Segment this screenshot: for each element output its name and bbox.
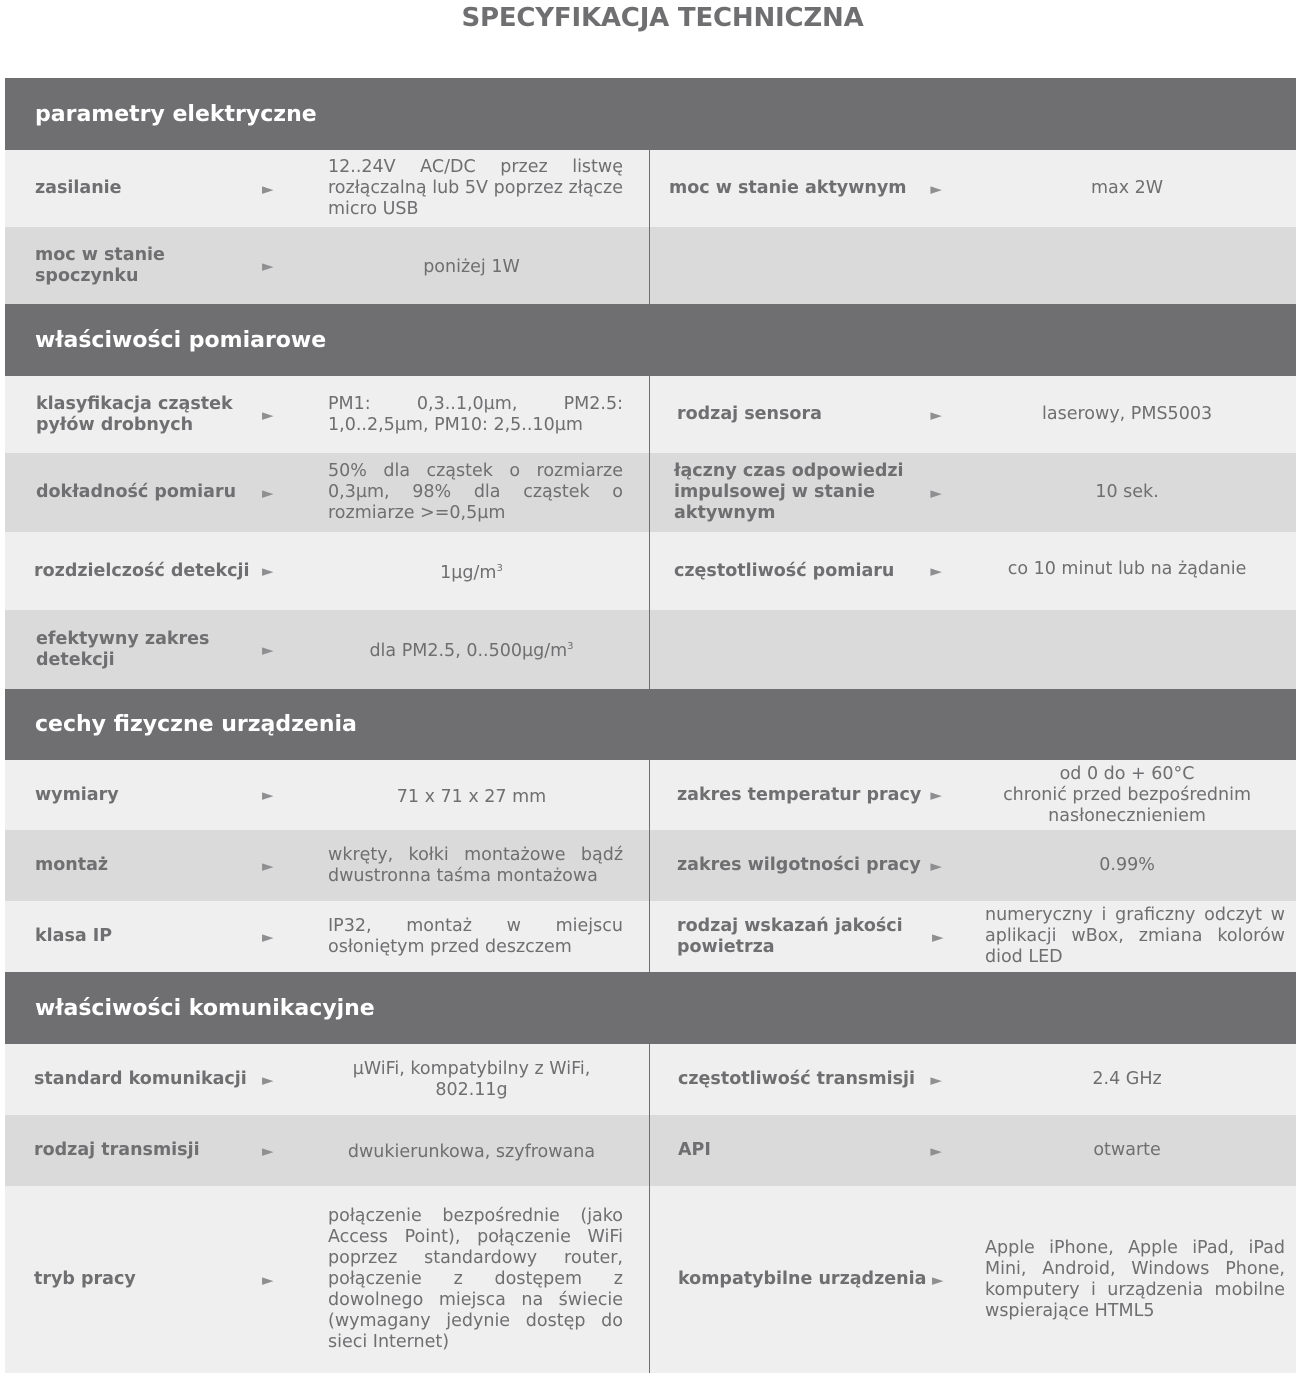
table-row xyxy=(5,1186,1296,1373)
table-row xyxy=(5,453,1296,532)
spec-label-classification: klasyfikacja cząstek pyłów drobnych xyxy=(36,393,233,435)
resolution-sup: 3 xyxy=(496,562,503,574)
spec-label-standard: standard komunikacji xyxy=(34,1069,247,1089)
spec-table xyxy=(5,78,1296,1373)
spec-value-dimensions: 71 x 71 x 27 mm xyxy=(396,786,547,807)
table-row xyxy=(5,150,1296,227)
section-header-communication: właściwości komunikacyjne xyxy=(5,972,1296,1044)
spec-value-supply: 12..24V AC/DC przez listwę rozłączalną lub 5V poprzez złącze micro USB xyxy=(328,157,623,219)
spec-label-range: efektywny zakres detekcji xyxy=(36,628,210,670)
arrow-icon: ► xyxy=(262,1141,274,1160)
range-text: dla PM2.5, 0..500µg/m xyxy=(369,641,568,661)
table-row xyxy=(5,532,1296,610)
spec-label-supply: zasilanie xyxy=(35,178,122,198)
spec-label-active-power: moc w stanie aktywnym xyxy=(669,178,907,198)
resolution-text: 1µg/m xyxy=(440,562,497,583)
spec-value-active-power: max 2W xyxy=(1090,178,1164,198)
spec-label-temperature: zakres temperatur pracy xyxy=(677,784,922,805)
spec-label-mounting: montaż xyxy=(35,855,109,875)
spec-label-standby-power: moc w stanie spoczynku xyxy=(35,244,165,286)
temp-line: chronić przed bezpośrednim xyxy=(1003,784,1252,805)
arrow-icon: ► xyxy=(930,786,942,804)
arrow-icon: ► xyxy=(262,856,274,875)
arrow-icon: ► xyxy=(930,1141,942,1160)
arrow-icon: ► xyxy=(932,1270,944,1289)
spec-value-classification: PM1: 0,3..1,0µm, PM2.5: 1,0..2,5µm, PM10: 2,5..10µm xyxy=(328,393,623,435)
spec-label-dimensions: wymiary xyxy=(35,784,119,805)
spec-label-humidity: zakres wilgotności pracy xyxy=(677,855,921,875)
spec-label-frequency: częstotliwość pomiaru xyxy=(674,560,895,581)
table-row xyxy=(5,1115,1296,1186)
spec-value-humidity: 0.99% xyxy=(1099,855,1155,875)
section-header-measurement: właściwości pomiarowe xyxy=(5,304,1296,376)
table-row xyxy=(5,610,1296,689)
spec-value-sensor: laserowy, PMS5003 xyxy=(1042,404,1213,424)
page-title: SPECYFIKACJA TECHNICZNA xyxy=(461,3,864,33)
spec-value-tx-type: dwukierunkowa, szyfrowana xyxy=(347,1142,596,1162)
spec-value-response: 10 sek. xyxy=(1095,482,1159,502)
temp-line: nasłonecznieniem xyxy=(1048,805,1206,826)
arrow-icon: ► xyxy=(930,856,942,875)
spec-value-range xyxy=(325,637,625,662)
spec-value-standby-power: poniżej 1W xyxy=(423,257,520,277)
arrow-icon: ► xyxy=(262,405,274,424)
spec-value-mounting: wkręty, kołki montażowe bądź dwustronna taśma montażowa xyxy=(328,844,623,886)
arrow-icon: ► xyxy=(930,405,942,424)
range-sup: 3 xyxy=(567,641,574,653)
arrow-icon: ► xyxy=(932,927,944,946)
arrow-icon: ► xyxy=(930,483,942,502)
spec-value-frequency: co 10 minut lub na żądanie xyxy=(1007,558,1247,579)
spec-value-resolution xyxy=(325,559,625,584)
spec-label-ip: klasa IP xyxy=(35,926,113,946)
spec-label-mode: tryb pracy xyxy=(34,1269,136,1289)
table-row xyxy=(5,1044,1296,1115)
spec-label-api: API xyxy=(678,1140,711,1160)
spec-value-mode: połączenie bezpośrednie (jako Access Point), połączenie WiFi poprzez standardowy router, połączenie z dostępem z dowolnego miejsca na świecie (wymagany jedynie dostęp do sieci Internet) xyxy=(328,1206,623,1352)
section-header-electrical: parametry elektryczne xyxy=(5,78,1296,150)
spec-value-api: otwarte xyxy=(1093,1140,1161,1160)
arrow-icon: ► xyxy=(930,562,942,580)
arrow-icon: ► xyxy=(930,1070,942,1089)
arrow-icon: ► xyxy=(262,256,274,275)
spec-value-accuracy: 50% dla cząstek o rozmiarze 0,3µm, 98% dla cząstek o rozmiarze >=0,5µm xyxy=(328,461,623,523)
table-row xyxy=(5,376,1296,453)
table-row xyxy=(5,830,1296,901)
arrow-icon: ► xyxy=(262,562,274,580)
spec-label-resolution: rozdzielczość detekcji xyxy=(34,560,250,581)
spec-value-tx-frequency: 2.4 GHz xyxy=(1092,1069,1162,1089)
spec-label-indication: rodzaj wskazań jakości powietrza xyxy=(677,915,903,957)
temp-line: od 0 do + 60°C xyxy=(1059,763,1195,784)
arrow-icon: ► xyxy=(262,927,274,946)
spec-value-ip: IP32, montaż w miejscu osłoniętym przed deszczem xyxy=(328,915,623,957)
spec-label-response: łączny czas odpowiedzi impulsowej w stanie aktywnym xyxy=(674,461,904,523)
spec-value-standard: µWiFi, kompatybilny z WiFi, 802.11g xyxy=(352,1058,591,1100)
arrow-icon: ► xyxy=(262,483,274,502)
table-row xyxy=(5,901,1296,972)
spec-label-tx-frequency: częstotliwość transmisji xyxy=(678,1069,915,1089)
spec-label-sensor: rodzaj sensora xyxy=(677,404,822,424)
section-header-physical: cechy fizyczne urządzenia xyxy=(5,689,1296,760)
arrow-icon: ► xyxy=(262,1270,274,1289)
spec-value-devices: Apple iPhone, Apple iPad, iPad Mini, Android, Windows Phone, komputery i urządzenia mobilne wspierające HTML5 xyxy=(985,1237,1285,1321)
table-row xyxy=(5,760,1296,830)
spec-value-temperature xyxy=(958,764,1296,827)
arrow-icon: ► xyxy=(262,1070,274,1089)
spec-label-accuracy: dokładność pomiaru xyxy=(36,482,237,502)
arrow-icon: ► xyxy=(262,179,274,198)
spec-label-tx-type: rodzaj transmisji xyxy=(34,1140,200,1160)
arrow-icon: ► xyxy=(262,640,274,659)
arrow-icon: ► xyxy=(930,179,942,198)
table-row xyxy=(5,227,1296,304)
arrow-icon: ► xyxy=(262,786,274,804)
spec-value-indication: numeryczny i graficzny odczyt w aplikacji wBox, zmiana kolorów diod LED xyxy=(985,905,1285,967)
spec-label-devices: kompatybilne urządzenia xyxy=(678,1269,927,1289)
